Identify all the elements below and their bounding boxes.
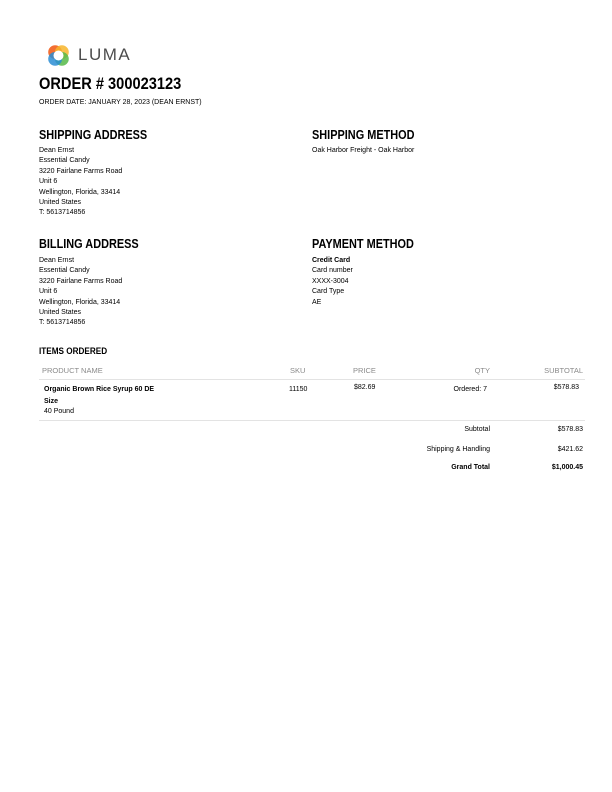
- shipping-address-heading: SHIPPING ADDRESS: [39, 127, 148, 142]
- billing-address-line: Unit 6: [39, 288, 58, 296]
- logo-text: LUMA: [78, 45, 132, 64]
- payment-method-line: Card number: [312, 267, 353, 275]
- shipping-address-line: Essential Candy: [39, 157, 90, 165]
- product-qty: Ordered: 7: [453, 386, 487, 393]
- product-price: $82.69: [354, 384, 376, 391]
- billing-address-line: United States: [39, 308, 82, 316]
- shipping-method: [312, 146, 414, 156]
- column-header-price: PRICE: [353, 366, 376, 375]
- subtotal-value: $578.83: [557, 426, 583, 433]
- payment-method-line: AE: [312, 298, 322, 306]
- shipping-address-line: T: 5613714856: [39, 209, 86, 217]
- subtotal-label: Subtotal: [464, 426, 490, 433]
- shipping-address-line: Dean Ernst: [39, 147, 75, 154]
- grand-total-value: $1,000.45: [551, 464, 583, 471]
- shipping-address-line: United States: [39, 198, 82, 206]
- product-sku: 11150: [289, 386, 308, 393]
- billing-address-line: 3220 Fairlane Farms Road: [39, 277, 123, 285]
- billing-address-line: Wellington, Florida, 33414: [39, 298, 121, 306]
- luma-logo-icon: [46, 43, 71, 68]
- order-title: ORDER # 300023123: [39, 74, 182, 93]
- billing-address: [39, 256, 122, 329]
- shipping-address: [39, 146, 122, 219]
- product-option-value: 40 Pound: [44, 408, 74, 415]
- payment-method: [312, 256, 353, 308]
- shipping-address-line: Wellington, Florida, 33414: [39, 188, 121, 196]
- billing-address-line: Essential Candy: [39, 267, 90, 275]
- shipping-address-line: 3220 Fairlane Farms Road: [39, 167, 123, 175]
- shipping-handling-value: $421.62: [557, 446, 583, 453]
- product-name: Organic Brown Rice Syrup 60 DE: [44, 386, 155, 393]
- payment-method-line: XXXX-3004: [312, 277, 349, 285]
- shipping-handling-label: Shipping & Handling: [426, 446, 490, 453]
- payment-method-heading: PAYMENT METHOD: [312, 236, 414, 251]
- product-option-label: Size: [44, 398, 59, 405]
- column-header-product: PRODUCT NAME: [42, 366, 103, 375]
- table-header-divider: [39, 379, 585, 380]
- table-row-divider: [39, 420, 585, 421]
- billing-address-heading: BILLING ADDRESS: [39, 236, 139, 251]
- shipping-method-value: Oak Harbor Freight - Oak Harbor: [312, 147, 415, 154]
- column-header-sku: SKU: [290, 366, 306, 375]
- payment-method-line: Card Type: [312, 288, 345, 296]
- billing-address-line: T: 5613714856: [39, 319, 86, 327]
- shipping-address-line: Unit 6: [39, 178, 58, 186]
- billing-address-line: Dean Ernst: [39, 257, 75, 264]
- shipping-method-heading: SHIPPING METHOD: [312, 127, 415, 142]
- column-header-subtotal: SUBTOTAL: [544, 366, 583, 375]
- product-subtotal: $578.83: [553, 384, 579, 391]
- items-ordered-heading: ITEMS ORDERED: [39, 346, 108, 357]
- column-header-qty: QTY: [474, 366, 490, 375]
- luma-logo: [46, 42, 131, 68]
- payment-method-title: Credit Card: [312, 257, 351, 264]
- grand-total-label: Grand Total: [451, 464, 490, 471]
- order-date: ORDER DATE: JANUARY 28, 2023 (DEAN ERNST): [39, 99, 202, 106]
